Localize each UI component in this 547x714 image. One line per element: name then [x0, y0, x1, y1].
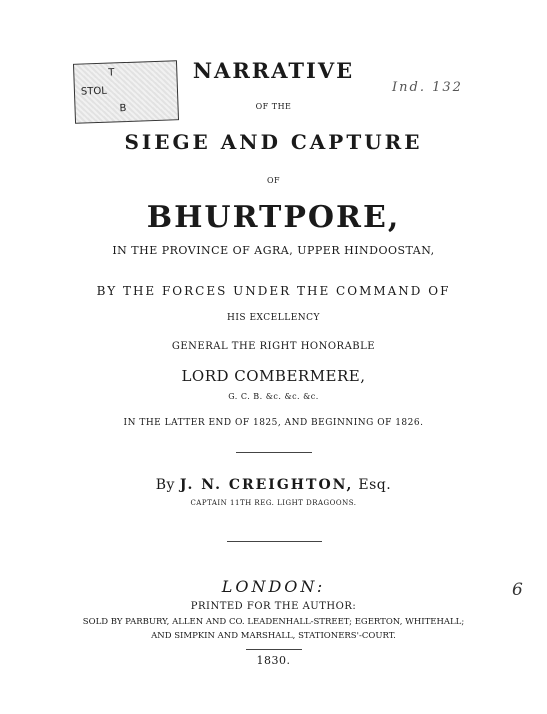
title-of-the: OF THE [255, 102, 292, 111]
title-narrative: NARRATIVE [192, 58, 355, 83]
title-province: IN THE PROVINCE OF AGRA, UPPER HINDOOSTAN, [112, 244, 435, 257]
forces-lord-combermere: LORD COMBERMERE, [181, 367, 366, 385]
imprint-printed-for: PRINTED FOR THE AUTHOR: [190, 601, 357, 612]
author-by: By [155, 477, 175, 493]
title-bhurtpore: BHURTPORE, [146, 200, 401, 235]
stamp-text-top: T [108, 67, 115, 79]
divider-top [236, 452, 312, 453]
title-of: OF [266, 176, 281, 185]
author-line [0, 477, 547, 493]
forces-command: BY THE FORCES UNDER THE COMMAND OF [96, 284, 451, 298]
stamp-text-left: STOL [80, 85, 108, 98]
forces-gcb: G. C. B. &c. &c. &c. [228, 392, 319, 401]
author-name: J. N. CREIGHTON, [179, 477, 354, 493]
handwritten-note: Ind. 132 [392, 80, 463, 95]
author-suffix: Esq. [358, 477, 392, 493]
imprint-city: LONDON: [221, 577, 326, 596]
forces-his-excellency: HIS EXCELLENCY [227, 313, 320, 323]
imprint-and-line: AND SIMPKIN AND MARSHALL, STATIONERS'-COURT. [151, 631, 396, 641]
stamp-text-bottom: B [119, 102, 127, 115]
divider-bottom [227, 541, 322, 542]
divider-year [246, 649, 302, 650]
handwritten-mark: 6 [512, 580, 523, 600]
forces-general: GENERAL THE RIGHT HONORABLE [171, 341, 376, 352]
imprint-sold-by: SOLD BY PARBURY, ALLEN AND CO. LEADENHALL-STREET; EGERTON, WHITEHALL; [82, 617, 465, 627]
forces-dates: IN THE LATTER END OF 1825, AND BEGINNING OF 1826. [123, 418, 424, 428]
title-siege-and-capture: SIEGE AND CAPTURE [124, 130, 423, 154]
author-rank: CAPTAIN 11TH REG. LIGHT DRAGOONS. [190, 499, 357, 507]
imprint-year: 1830. [256, 654, 291, 667]
